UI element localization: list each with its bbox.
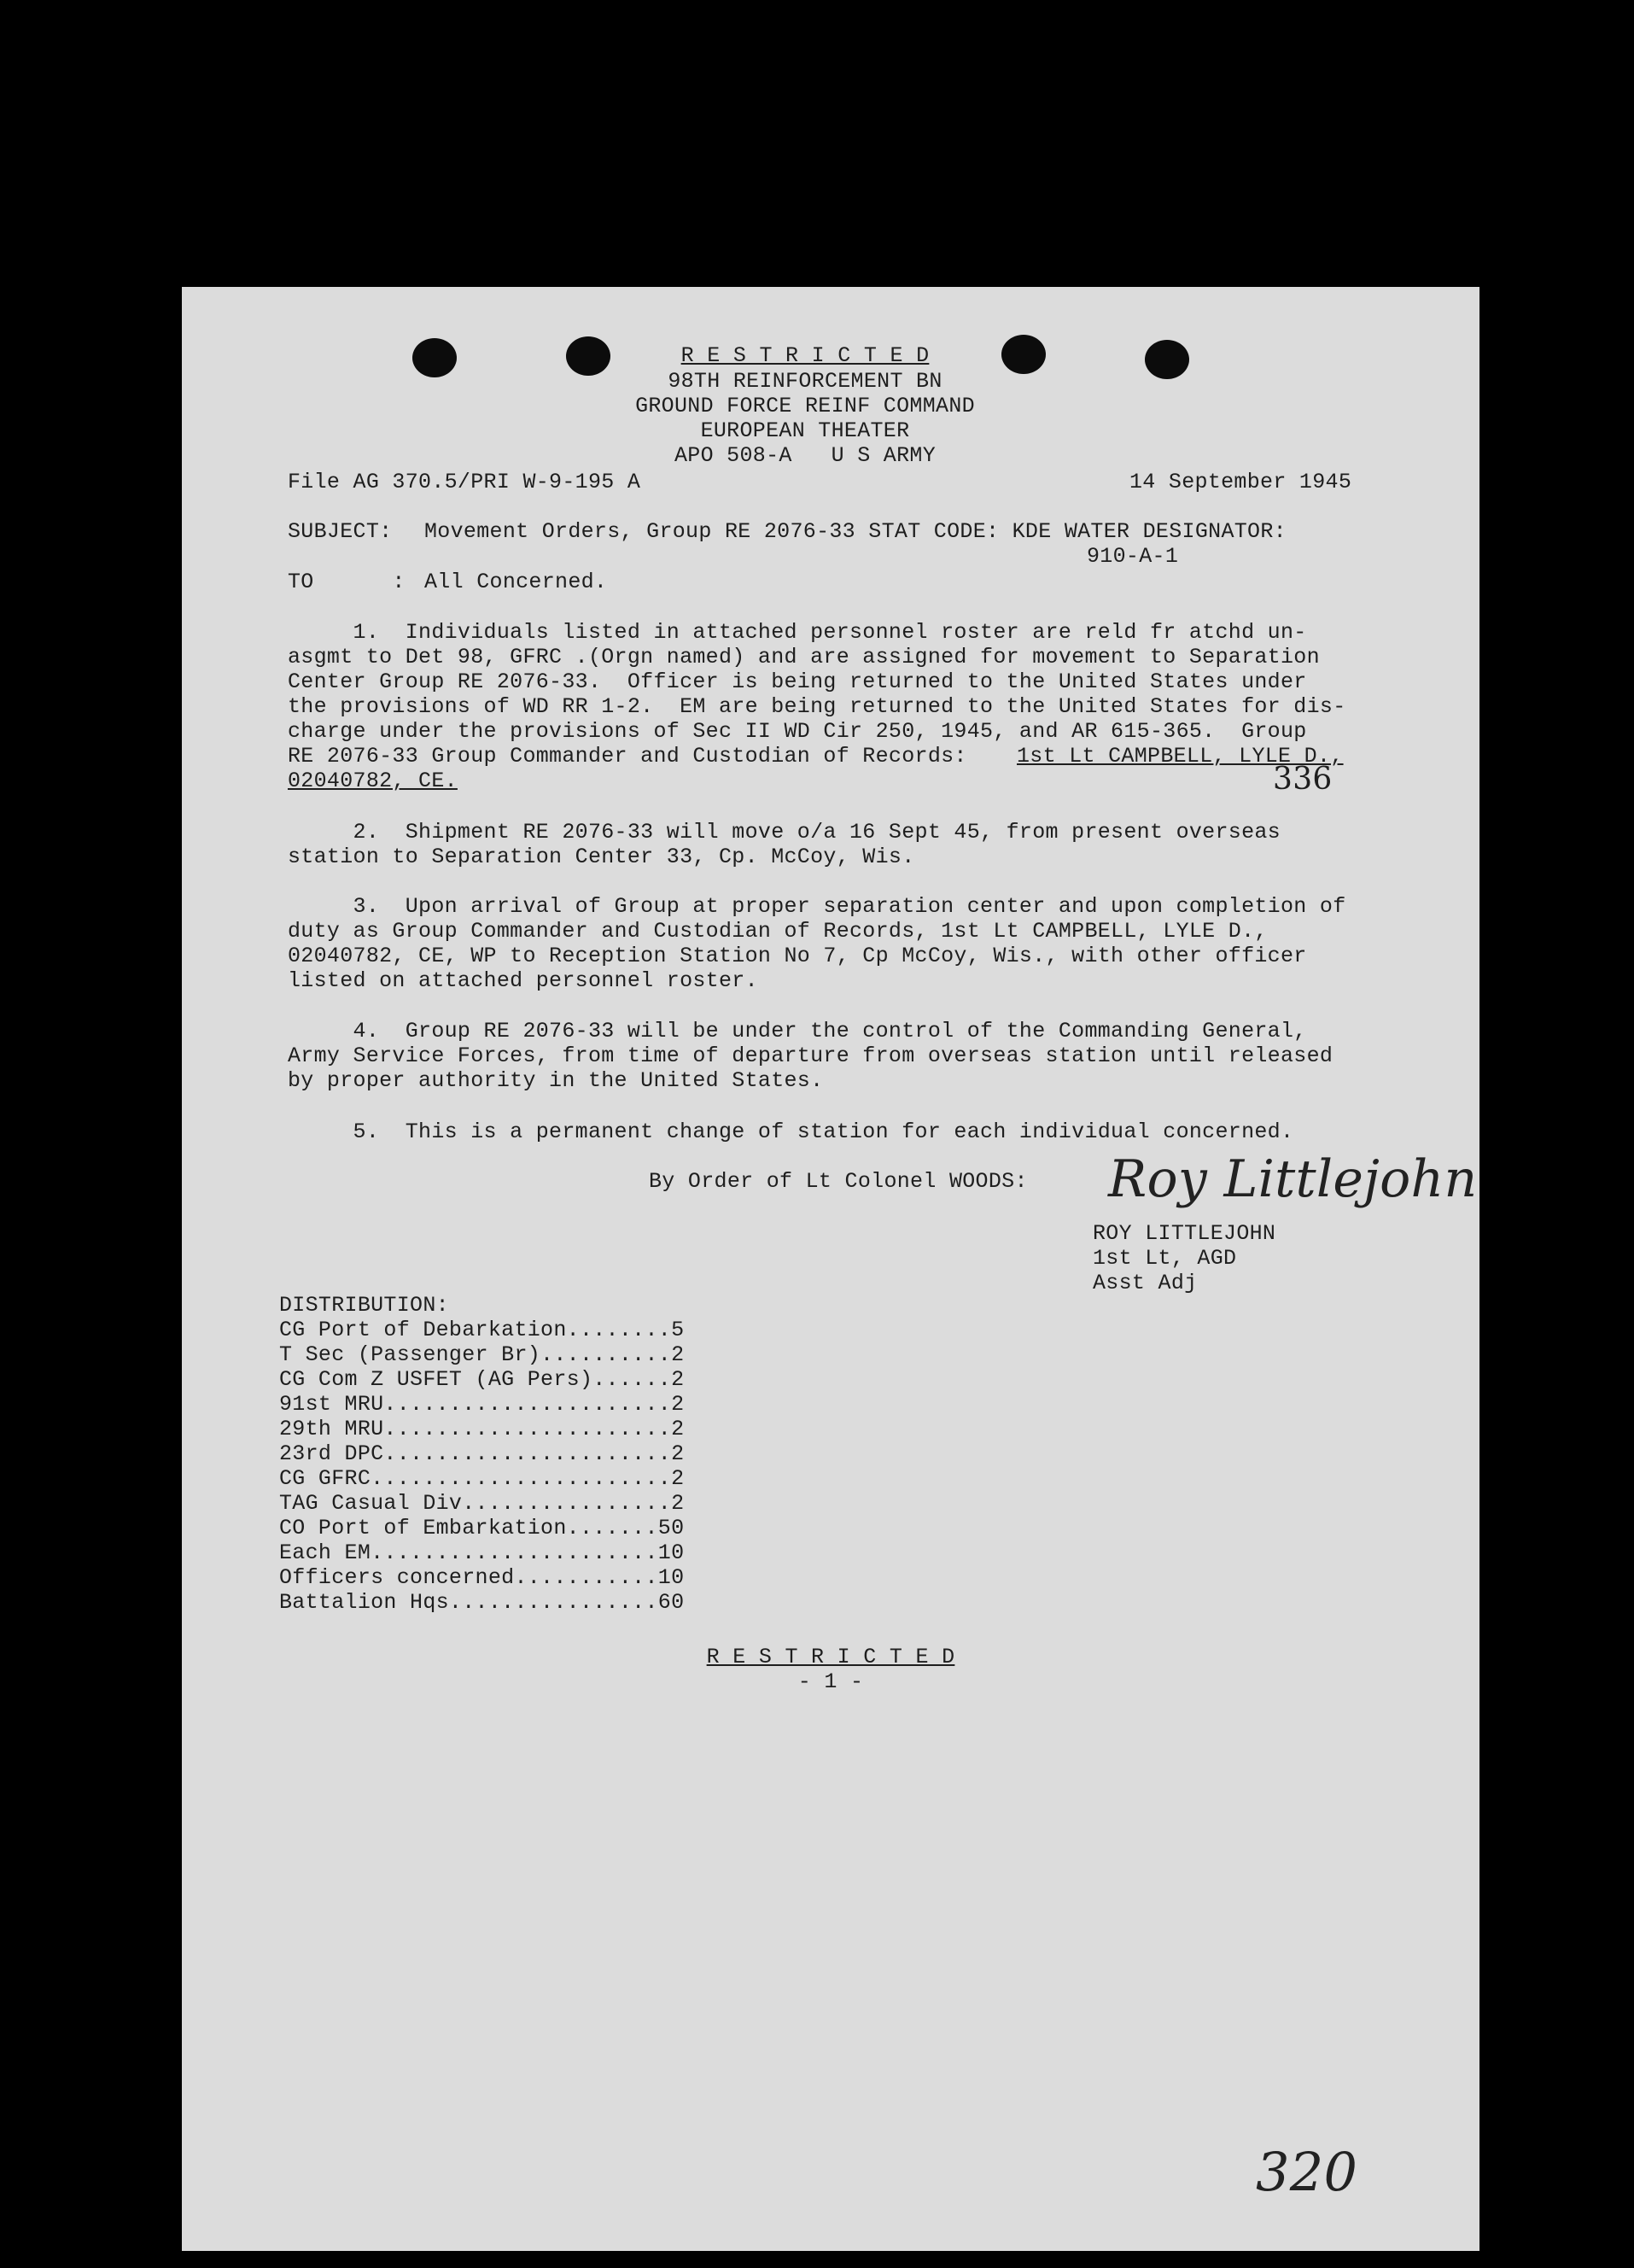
document-date: 14 September 1945 — [1129, 470, 1352, 494]
distribution-item: Battalion Hqs................60 — [279, 1590, 685, 1615]
distribution-item: CG Port of Debarkation........5 — [279, 1318, 685, 1342]
paragraph-4: 4. Group RE 2076-33 will be under the control of the Commanding General, Army Service Forces, from time of departure from overseas station until released by proper authority in the United States. — [288, 1019, 1333, 1093]
distribution-item: TAG Casual Div................2 — [279, 1491, 685, 1516]
punch-hole — [412, 338, 457, 377]
distribution-item: CO Port of Embarkation.......50 — [279, 1516, 685, 1540]
commander-line2: 02040782, CE. — [288, 769, 458, 793]
subject-continuation: 910-A-1 — [1087, 544, 1179, 569]
paragraph-2: 2. Shipment RE 2076-33 will move o/a 16 Sept 45, from present overseas station to Separation Center 33, Cp. McCoy, Wis. — [288, 820, 1281, 869]
classification-top: R E S T R I C T E D — [680, 343, 930, 368]
distribution-item: Officers concerned...........10 — [279, 1565, 685, 1590]
command-name: GROUND FORCE REINF COMMAND — [635, 394, 975, 418]
punch-hole — [1145, 340, 1189, 379]
distribution-item: 29th MRU......................2 — [279, 1417, 685, 1441]
document-page — [182, 287, 1479, 2251]
signer-title: Asst Adj — [1093, 1271, 1198, 1295]
signer-rank: 1st Lt, AGD — [1093, 1246, 1237, 1271]
subject-text: Movement Orders, Group RE 2076-33 STAT CODE: KDE WATER DESIGNATOR: — [424, 519, 1287, 544]
subject-label: SUBJECT: — [288, 519, 393, 544]
distribution-item: 23rd DPC......................2 — [279, 1441, 685, 1466]
handwritten-signature: Roy Littlejohn — [1108, 1149, 1478, 1209]
page-number: - 1 - — [797, 1669, 864, 1694]
distribution-item: CG Com Z USFET (AG Pers)......2 — [279, 1367, 685, 1392]
apo-line: APO 508-A U S ARMY — [674, 443, 937, 468]
handwritten-page-number: 320 — [1256, 2141, 1358, 2203]
to-text: All Concerned. — [424, 570, 608, 594]
theater-name: EUROPEAN THEATER — [700, 418, 910, 443]
paragraph-5: 5. This is a permanent change of station for each individual concerned. — [288, 1119, 1294, 1144]
by-order-line: By Order of Lt Colonel WOODS: — [649, 1169, 1028, 1194]
distribution-item: 91st MRU......................2 — [279, 1392, 685, 1417]
paragraph-1: 1. Individuals listed in attached personnel roster are reld fr atchd un- asgmt to Det 98, GFRC .(Orgn named) and are assigned for movement to Separation Center Group RE 2076-33. Officer is being returned to the United States under the provisions of WD RR 1-2. EM are being returned to the United States for dis- charge under the provisions of Sec II WD Cir 250, 1945, and AR 615-365. Group RE 2076-33 Group Commander and Custodian of Records: — [288, 620, 1346, 769]
distribution-item: T Sec (Passenger Br)..........2 — [279, 1342, 685, 1367]
distribution-title: DISTRIBUTION: — [279, 1293, 449, 1318]
unit-name: 98TH REINFORCEMENT BN — [668, 369, 942, 394]
stamp-number: 336 — [1273, 762, 1333, 797]
distribution-item: CG GFRC.......................2 — [279, 1466, 685, 1491]
signer-name: ROY LITTLEJOHN — [1093, 1221, 1276, 1246]
commander-line1: 1st Lt CAMPBELL, LYLE D., — [1017, 744, 1344, 769]
paragraph-3: 3. Upon arrival of Group at proper separation center and upon completion of duty as Group Commander and Custodian of Records, 1st Lt CAMPBELL, LYLE D., 02040782, CE, WP to Reception Station No 7, Cp McCoy, Wis., with other officer listed on attached personnel roster. — [288, 894, 1346, 993]
to-label: TO : — [288, 570, 406, 594]
classification-bottom: R E S T R I C T E D — [706, 1645, 955, 1669]
file-reference: File AG 370.5/PRI W-9-195 A — [288, 470, 641, 494]
distribution-item: Each EM......................10 — [279, 1540, 685, 1565]
